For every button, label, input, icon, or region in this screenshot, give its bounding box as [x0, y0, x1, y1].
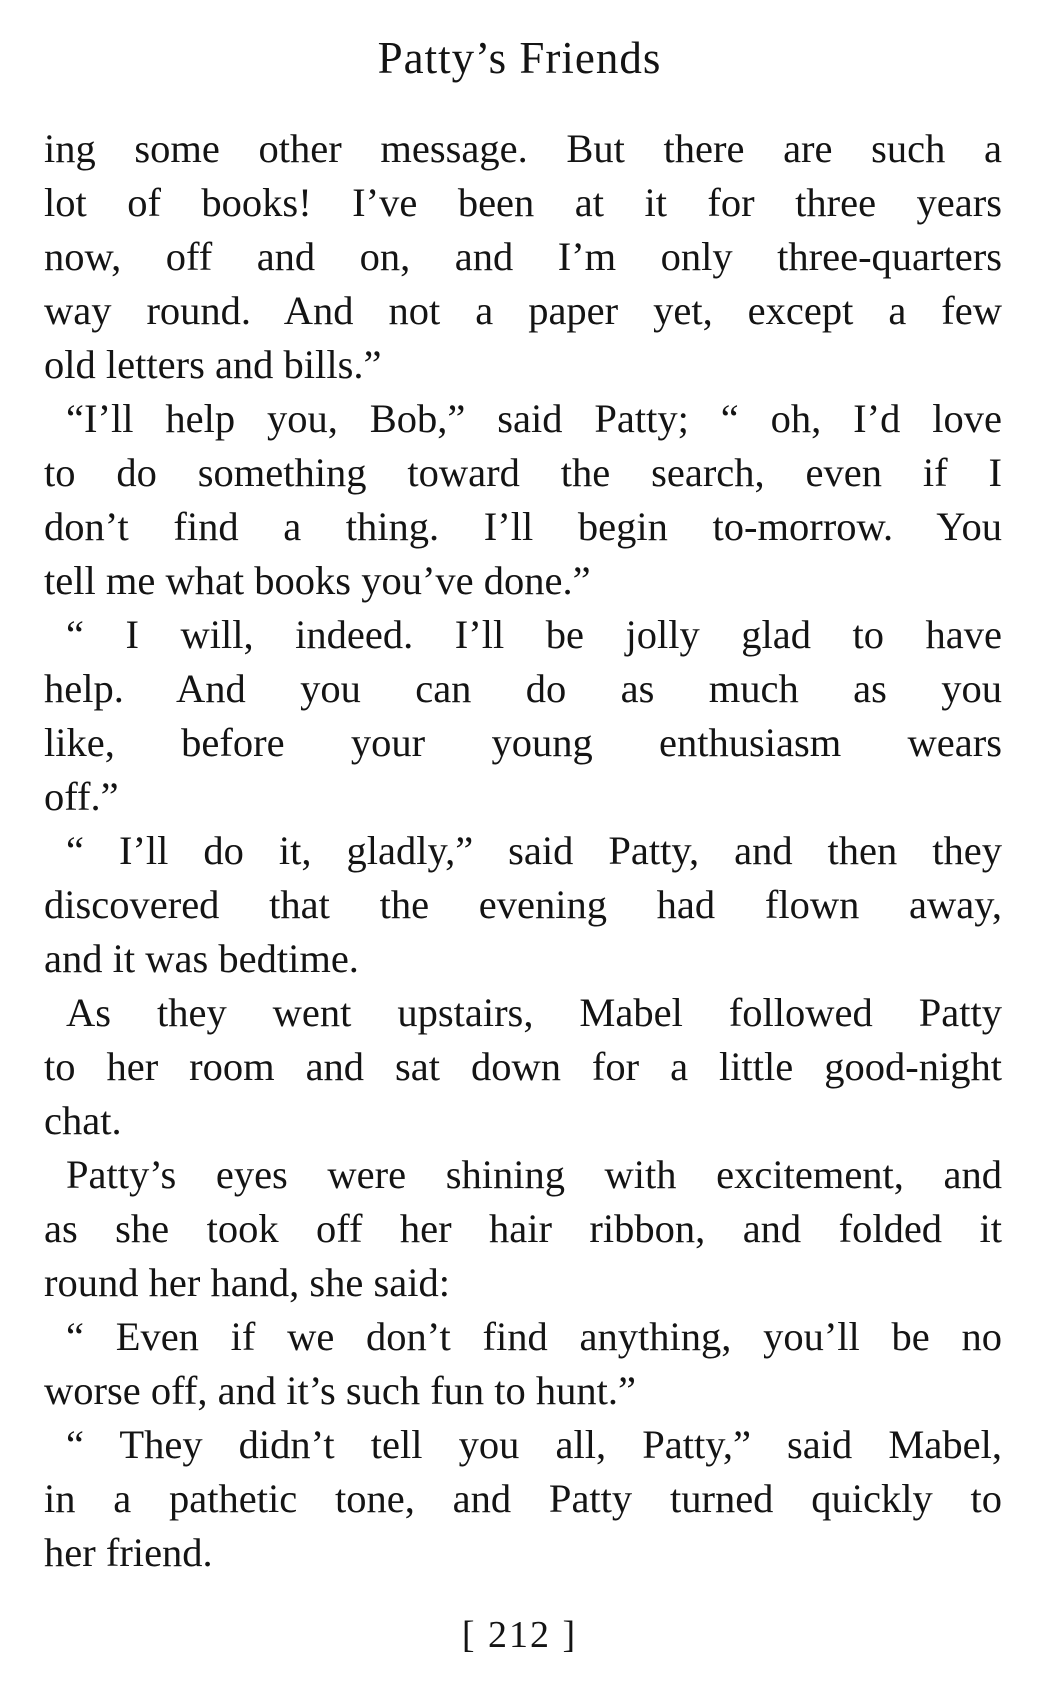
- text-line: way round. And not a paper yet, except a few: [44, 288, 1002, 333]
- text-line: worse off, and it’s such fun to hunt.”: [44, 1368, 637, 1413]
- text-line: help. And you can do as much as you: [44, 666, 1002, 711]
- text-line: now, off and on, and I’m only three-quarters: [44, 234, 1002, 279]
- text-line: chat.: [44, 1098, 122, 1143]
- text-line: as she took off her hair ribbon, and folded it: [44, 1206, 1002, 1251]
- text-line: “ I’ll do it, gladly,” said Patty, and then they: [66, 828, 1002, 873]
- text-line: Patty’s eyes were shining with excitement, and: [66, 1152, 1002, 1197]
- text-line: to do something toward the search, even if I: [44, 450, 1002, 495]
- text-line: like, before your young enthusiasm wears: [44, 720, 1002, 765]
- text-line: in a pathetic tone, and Patty turned quickly to: [44, 1476, 1002, 1521]
- body-text: [44, 122, 1002, 1580]
- text-line: round her hand, she said:: [44, 1260, 451, 1305]
- text-line: As they went upstairs, Mabel followed Patty: [66, 990, 1002, 1035]
- text-line: “I’ll help you, Bob,” said Patty; “ oh, I’d love: [66, 396, 1002, 441]
- text-line: “ I will, indeed. I’ll be jolly glad to have: [66, 612, 1002, 657]
- text-line: off.”: [44, 774, 119, 819]
- text-line: to her room and sat down for a little good-night: [44, 1044, 1002, 1089]
- text-line: discovered that the evening had flown away,: [44, 882, 1002, 927]
- text-line: old letters and bills.”: [44, 342, 382, 387]
- text-line: “ Even if we don’t find anything, you’ll be no: [66, 1314, 1002, 1359]
- text-line: don’t find a thing. I’ll begin to-morrow. You: [44, 504, 1002, 549]
- text-line: tell me what books you’ve done.”: [44, 558, 591, 603]
- text-line: lot of books! I’ve been at it for three years: [44, 180, 1002, 225]
- page-number: [ 212 ]: [461, 1614, 578, 1656]
- text-line: her friend.: [44, 1530, 213, 1575]
- running-head: Patty’s Friends: [377, 33, 662, 83]
- text-line: ing some other message. But there are such a: [44, 126, 1002, 171]
- text-line: “ They didn’t tell you all, Patty,” said Mabel,: [66, 1422, 1002, 1467]
- text-line: and it was bedtime.: [44, 936, 359, 981]
